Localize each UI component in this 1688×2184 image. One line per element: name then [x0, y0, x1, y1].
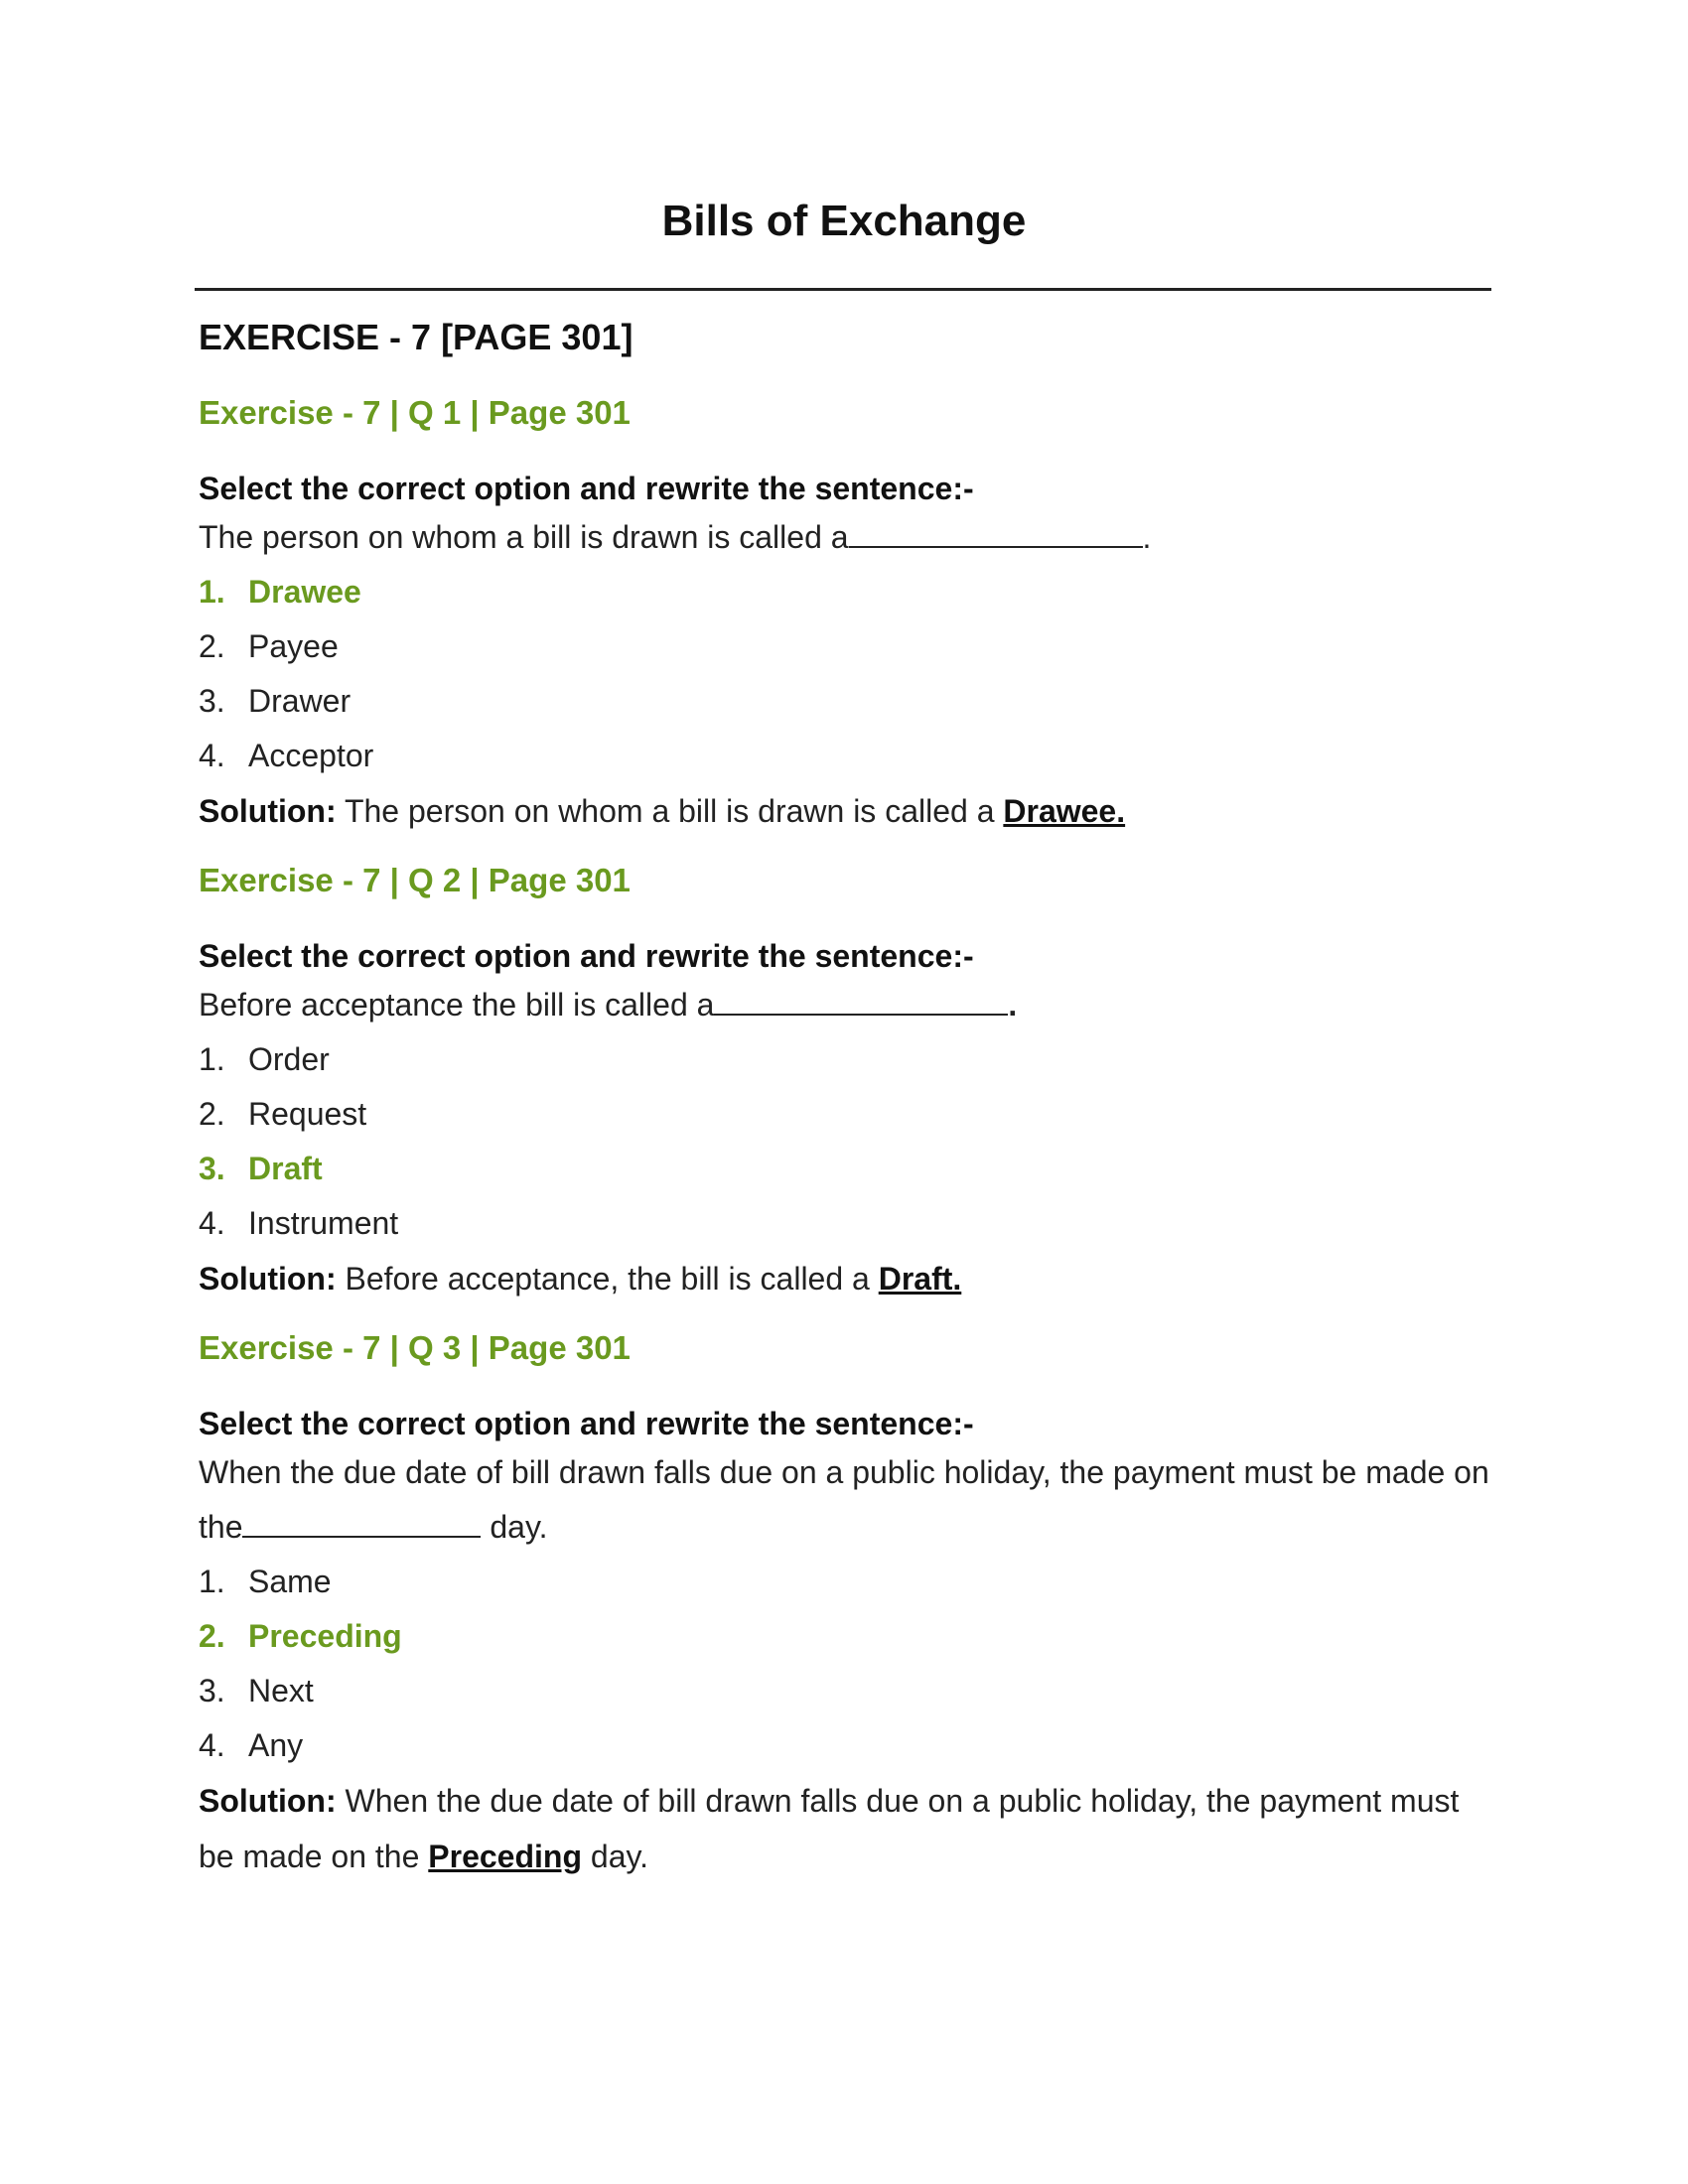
- solution: [199, 1251, 1489, 1306]
- option-item: [199, 619, 1489, 674]
- answer-blank: [849, 516, 1143, 548]
- option-number: 4.: [199, 1205, 225, 1241]
- question-before: Before acceptance the bill is called a: [199, 987, 715, 1023]
- option-text: Same: [248, 1564, 332, 1599]
- solution-label: Solution:: [199, 1261, 337, 1297]
- answer-blank: [242, 1506, 481, 1538]
- option-text: Request: [248, 1096, 367, 1132]
- answer-blank: [714, 984, 1008, 1016]
- option-number: 2.: [199, 1096, 225, 1132]
- exercise-heading: Exercise - 7 | Q 2 | Page 301: [199, 862, 631, 898]
- option-number: 1.: [199, 574, 225, 610]
- option-item: [199, 565, 1489, 619]
- option-text: Drawer: [248, 683, 352, 719]
- solution-text: Before acceptance, the bill is called a: [345, 1261, 870, 1297]
- option-text: Drawee: [248, 574, 361, 610]
- option-number: 3.: [199, 1151, 225, 1186]
- option-item: [199, 1032, 1489, 1087]
- exercise-2: [199, 859, 1489, 1306]
- option-item: [199, 1555, 1489, 1609]
- section-heading: EXERCISE - 7 [PAGE 301]: [199, 317, 633, 357]
- option-number: 3.: [199, 1673, 225, 1708]
- solution-text: The person on whom a bill is drawn is called a: [344, 793, 995, 829]
- option-number: 3.: [199, 683, 225, 719]
- title-divider: [195, 288, 1491, 291]
- exercise-3: [199, 1326, 1489, 1884]
- option-number: 4.: [199, 738, 225, 773]
- option-number: 1.: [199, 1564, 225, 1599]
- option-number: 2.: [199, 1618, 225, 1654]
- option-item: [199, 1196, 1489, 1251]
- solution-label: Solution:: [199, 793, 337, 829]
- option-item: [199, 1718, 1489, 1773]
- option-text: Acceptor: [248, 738, 374, 773]
- options-list: [199, 1555, 1489, 1773]
- option-text: Preceding: [248, 1618, 402, 1654]
- solution-answer: Drawee.: [1003, 793, 1126, 829]
- question-after: day.: [490, 1509, 548, 1545]
- content: [199, 316, 1489, 1904]
- question-before: The person on whom a bill is drawn is called a: [199, 519, 849, 555]
- option-item: [199, 729, 1489, 783]
- exercise-1: [199, 391, 1489, 839]
- option-item: [199, 1609, 1489, 1664]
- exercise-heading: Exercise - 7 | Q 1 | Page 301: [199, 394, 631, 431]
- exercise-heading: Exercise - 7 | Q 3 | Page 301: [199, 1329, 631, 1366]
- solution-answer: Preceding: [428, 1839, 582, 1874]
- question-prompt: Select the correct option and rewrite the sentence:-: [199, 938, 974, 974]
- solution: [199, 1773, 1489, 1884]
- option-item: [199, 1142, 1489, 1196]
- question-text: [199, 1445, 1489, 1555]
- question-after: .: [1008, 987, 1018, 1023]
- option-text: Any: [248, 1727, 304, 1763]
- option-item: [199, 674, 1489, 729]
- option-item: [199, 1087, 1489, 1142]
- question-prompt: Select the correct option and rewrite the sentence:-: [199, 471, 974, 506]
- options-list: [199, 1032, 1489, 1251]
- question-before: When the due date of bill drawn falls due on a public holiday, the payment must be made on the: [199, 1454, 1489, 1545]
- option-number: 2.: [199, 628, 225, 664]
- options-list: [199, 565, 1489, 783]
- option-number: 1.: [199, 1041, 225, 1077]
- option-number: 4.: [199, 1727, 225, 1763]
- solution: [199, 783, 1489, 839]
- option-text: Order: [248, 1041, 330, 1077]
- solution-text: When the due date of bill drawn falls due on a public holiday, the payment must be made on the: [199, 1783, 1460, 1874]
- question-text: [199, 978, 1489, 1032]
- solution-answer: Draft.: [878, 1261, 962, 1297]
- page-title: Bills of Exchange: [661, 197, 1027, 245]
- option-text: Draft: [248, 1151, 323, 1186]
- question-prompt: Select the correct option and rewrite the sentence:-: [199, 1406, 974, 1441]
- question-text: [199, 510, 1489, 565]
- solution-label: Solution:: [199, 1783, 337, 1819]
- solution-after: day.: [590, 1839, 648, 1874]
- question-after: .: [1142, 519, 1152, 555]
- option-item: [199, 1664, 1489, 1718]
- option-text: Instrument: [248, 1205, 399, 1241]
- option-text: Payee: [248, 628, 339, 664]
- option-text: Next: [248, 1673, 314, 1708]
